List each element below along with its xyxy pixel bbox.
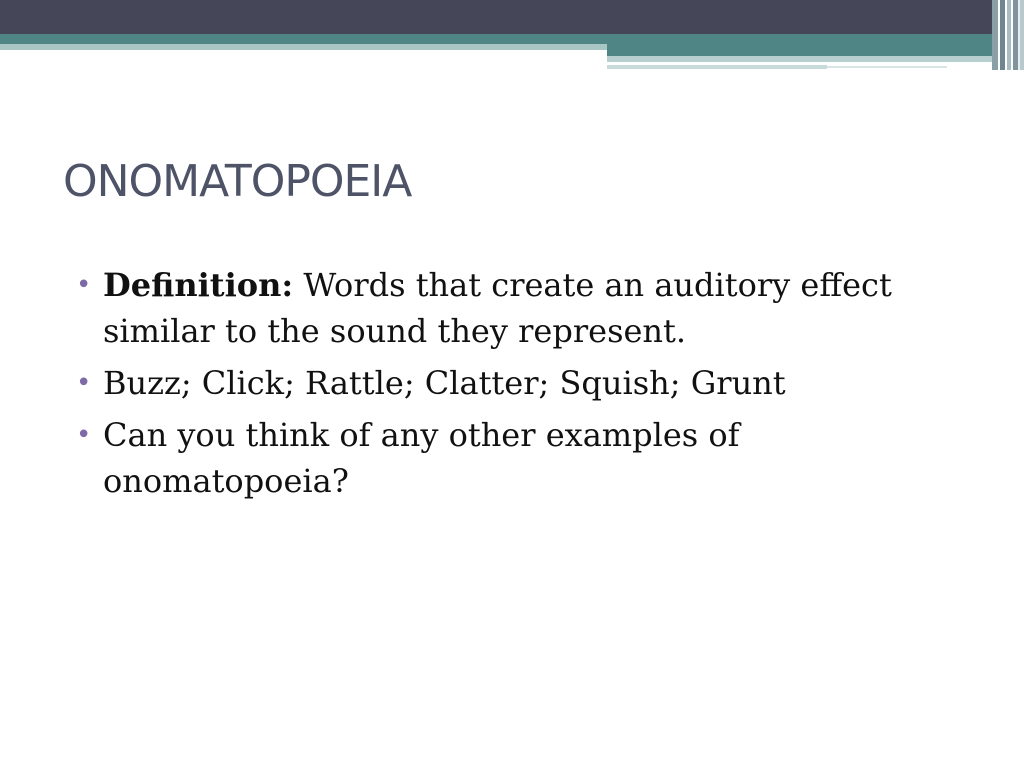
header-pale-bar-right bbox=[607, 56, 1024, 62]
bullet-item-question bbox=[76, 412, 956, 504]
bullet-marker: • bbox=[76, 270, 92, 300]
header-thin-bar-right-2 bbox=[827, 66, 947, 68]
slide-title: ONOMATOPOEIA bbox=[63, 156, 412, 207]
header-teal-bar bbox=[0, 34, 1024, 44]
header-light-bar bbox=[0, 44, 607, 50]
header-thin-bar-right bbox=[607, 65, 827, 69]
bullet-marker: • bbox=[76, 368, 92, 398]
examples-text: Buzz; Click; Rattle; Clatter; Squish; Grunt bbox=[103, 364, 786, 402]
bullet-list bbox=[76, 262, 956, 510]
bullet-item-definition bbox=[76, 262, 956, 354]
header-teal-bar-right bbox=[607, 44, 1024, 56]
header-dark-bar bbox=[0, 0, 1024, 34]
bullet-item-examples bbox=[76, 360, 956, 406]
header-stripes bbox=[992, 0, 1024, 70]
definition-term: Definition: bbox=[103, 266, 294, 304]
definition-text: Words that create an auditory effect similar to the sound they represent. bbox=[103, 266, 892, 350]
question-text: Can you think of any other examples of onomatopoeia? bbox=[103, 416, 740, 500]
bullet-marker: • bbox=[76, 420, 92, 450]
